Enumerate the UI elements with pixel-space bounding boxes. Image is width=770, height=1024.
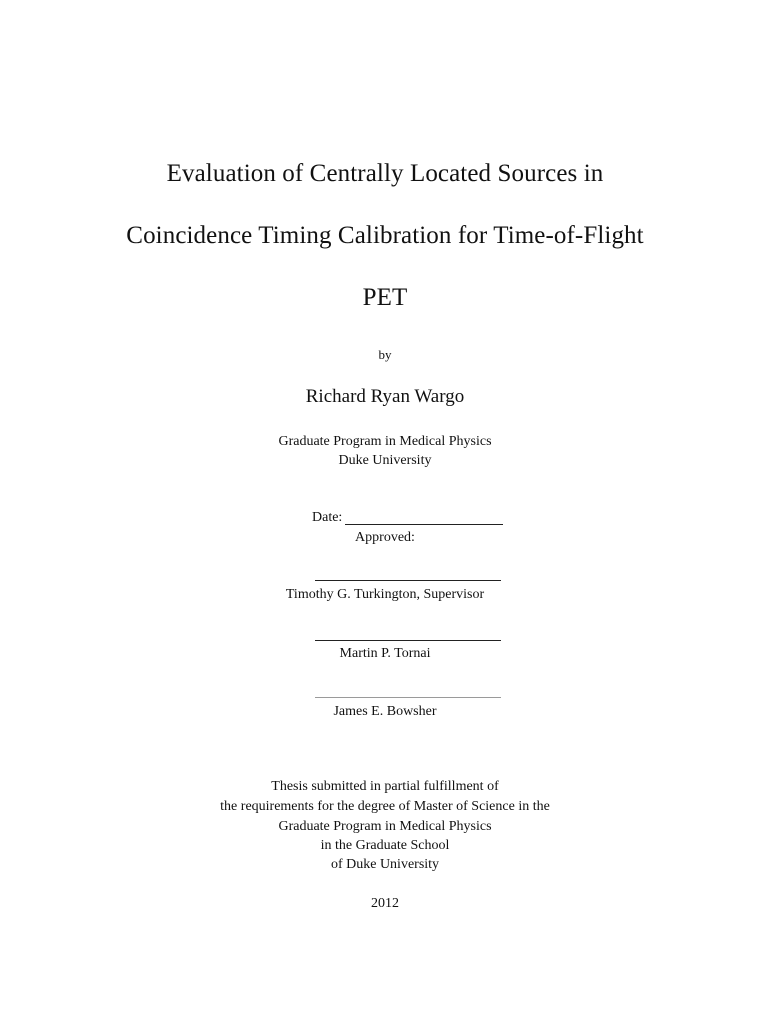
year: 2012 bbox=[371, 896, 399, 911]
statement-line-3: Graduate Program in Medical Physics bbox=[278, 819, 492, 834]
signature-line-3 bbox=[315, 697, 501, 698]
signature-line-2 bbox=[315, 640, 501, 641]
signatory-2: Martin P. Tornai bbox=[339, 646, 431, 661]
statement-line-5: of Duke University bbox=[330, 857, 440, 872]
by-label: by bbox=[378, 347, 392, 362]
title-line-2: Coincidence Timing Calibration for Time-of-Flight bbox=[126, 222, 644, 249]
approved-label: Approved: bbox=[355, 530, 415, 545]
statement-line-2: the requirements for the degree of Master of Science in the bbox=[220, 799, 550, 814]
signatory-1: Timothy G. Turkington, Supervisor bbox=[285, 587, 485, 602]
date-field bbox=[312, 510, 512, 528]
author-name: Richard Ryan Wargo bbox=[305, 386, 465, 407]
statement-line-4: in the Graduate School bbox=[320, 838, 450, 853]
signatory-3: James E. Bowsher bbox=[333, 704, 437, 719]
program-line-2: Duke University bbox=[338, 453, 432, 468]
program-line-1: Graduate Program in Medical Physics bbox=[278, 434, 492, 449]
date-signature-line bbox=[345, 524, 503, 525]
date-label: Date: bbox=[312, 510, 343, 525]
title-line-1: Evaluation of Centrally Located Sources in bbox=[166, 160, 604, 187]
statement-line-1: Thesis submitted in partial fulfillment of bbox=[271, 779, 499, 794]
signature-line-1 bbox=[315, 580, 501, 581]
title-line-3: PET bbox=[362, 284, 408, 311]
